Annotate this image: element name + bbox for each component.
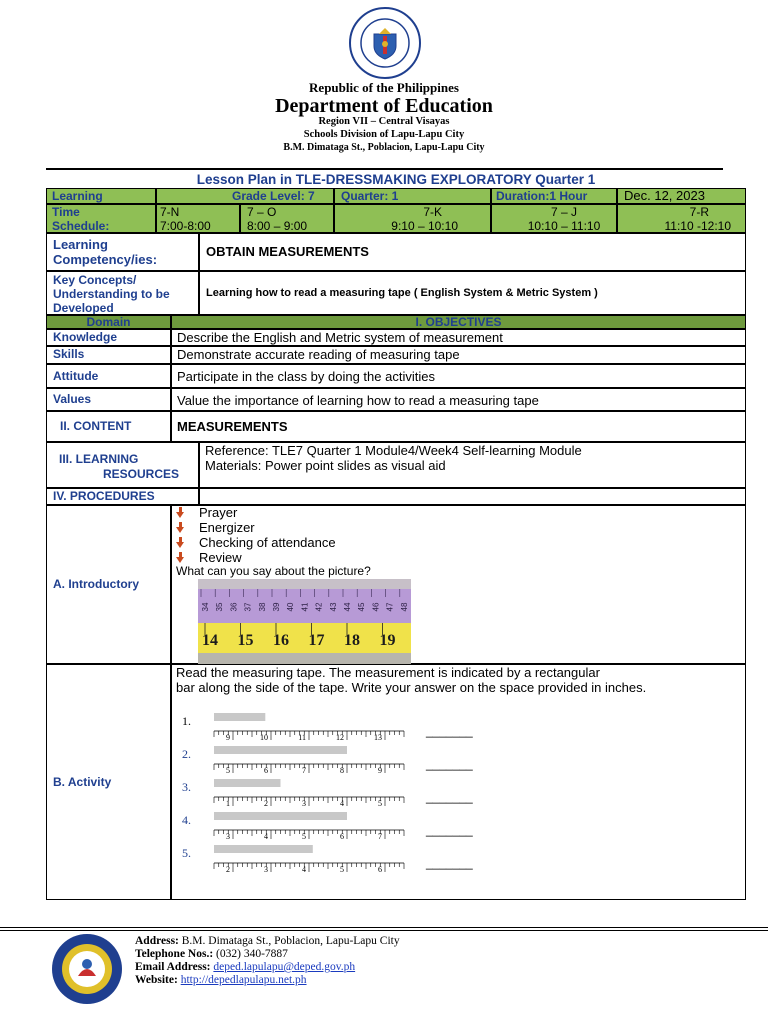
schedule-section: 7-N (160, 205, 180, 219)
tape-cm-label: 36 (229, 602, 239, 612)
tape-cm-label: 47 (385, 602, 395, 612)
tape-cm-label: 38 (257, 602, 267, 612)
region-heading: Region VII – Central Visayas (318, 116, 450, 127)
ruler-label: 5 (302, 832, 306, 841)
footer-divider (0, 927, 768, 928)
republic-heading: Republic of the Philippines (309, 80, 459, 95)
competency-value: OBTAIN MEASUREMENTS (199, 233, 746, 271)
objectives-header: I. OBJECTIVES (171, 315, 746, 329)
list-item: Prayer (176, 505, 336, 520)
key-concepts-label-cell (46, 271, 199, 315)
ruler-label: 9 (378, 766, 382, 775)
activity-instruction-1: Read the measuring tape. The measurement is indicated by a rectangular (176, 665, 600, 680)
schedule-label: Schedule: (52, 219, 110, 233)
tape-cm-label: 40 (286, 602, 296, 612)
activity-label: B. Activity (46, 664, 171, 900)
list-item: Review (176, 550, 336, 565)
competency-label-1: Learning (53, 237, 108, 252)
objective-text-attitude: Participate in the class by doing the activities (171, 364, 746, 388)
footer-telephone-line: Telephone Nos.: (032) 340-7887 (135, 948, 288, 960)
ruler-number: 4. (182, 813, 191, 827)
schedule-cell-5 (617, 204, 746, 233)
schedule-time: 8:00 – 9:00 (247, 219, 308, 233)
footer-email-line: Email Address: deped.lapulapu@deped.gov.ph (135, 961, 356, 973)
content-value: MEASUREMENTS (171, 411, 746, 442)
ruler-label: 5 (226, 766, 230, 775)
quarter-cell: Quarter: 1 (334, 188, 491, 204)
ruler-label: 3 (264, 865, 268, 874)
objective-text-skills: Demonstrate accurate reading of measuring tape (171, 346, 746, 364)
key-concepts-label-3: Developed (53, 301, 114, 315)
tape-cm-label: 34 (201, 602, 210, 612)
tape-cm-label: 41 (300, 602, 310, 612)
tape-inch-label: 18 (344, 632, 360, 649)
arrow-down-icon (176, 537, 185, 548)
activity-instructions (176, 665, 646, 695)
ruler-label: 8 (340, 766, 344, 775)
footer-address-line: Address: B.M. Dimataga St., Poblacion, Lapu-Lapu City (135, 935, 400, 947)
ruler-measure-bar (214, 812, 347, 820)
ruler-label: 4 (264, 832, 268, 841)
ruler-measure-bar (214, 746, 347, 754)
ruler-label: 13 (374, 733, 382, 742)
tape-cm-label: 43 (328, 602, 338, 612)
tape-cm-label: 44 (343, 602, 352, 612)
resources-reference: Reference: TLE7 Quarter 1 Module4/Week4 Self-learning Module (205, 443, 582, 458)
introductory-label: A. Introductory (46, 505, 171, 664)
ruler-label: 6 (378, 865, 382, 874)
ruler-label: 5 (340, 865, 344, 874)
ruler-label: 6 (264, 766, 268, 775)
resources-label-1: III. LEARNING (59, 452, 139, 466)
measuring-tape-photo (198, 579, 411, 664)
tape-cm-label: 39 (272, 602, 281, 612)
ruler-label: 1 (226, 799, 230, 808)
schedule-time: 11:10 -12:10 (664, 219, 731, 233)
schedule-section: 7 – J (550, 205, 577, 219)
grade-level-cell: Grade Level: 7 (156, 188, 334, 204)
introductory-bullet-list (176, 505, 336, 565)
schedule-cell-3 (334, 204, 491, 233)
procedures-label: IV. PROCEDURES (46, 488, 199, 505)
footer-divider-2 (0, 930, 768, 931)
tape-cm-label: 46 (371, 602, 381, 612)
deped-seal-logo (348, 6, 422, 80)
list-item: Energizer (176, 520, 336, 535)
footer-website-line: Website: http://depedlapulapu.net.ph (135, 974, 307, 986)
ruler-label: 4 (340, 799, 344, 808)
objective-text-values: Value the importance of learning how to read a measuring tape (171, 388, 746, 411)
schedule-cell-2 (240, 204, 334, 233)
division-heading: Schools Division of Lapu-Lapu City (303, 129, 465, 140)
ruler-measure-bar (214, 845, 313, 853)
tape-cm-label: 37 (243, 602, 253, 612)
ruler-label: 12 (336, 733, 344, 742)
tape-cm-label: 42 (314, 602, 324, 612)
department-heading: Department of Education (275, 95, 493, 117)
activity-instruction-2: bar along the side of the tape. Write your answer on the space provided in inches. (176, 680, 647, 695)
ruler-measure-bar (214, 713, 265, 721)
schedule-label-cell (46, 204, 156, 233)
ruler-measure-bar (214, 779, 281, 787)
ruler-label: 11 (298, 733, 306, 742)
tape-cm-label: 35 (215, 602, 225, 612)
ruler-label: 10 (260, 733, 268, 742)
ruler-label: 9 (226, 733, 230, 742)
key-concepts-label-2: Understanding to be (53, 287, 170, 301)
email-link[interactable]: deped.lapulapu@deped.gov.ph (213, 961, 356, 973)
tape-inch-label: 16 (273, 632, 289, 649)
tape-inch-label: 19 (379, 632, 396, 649)
division-seal-logo (50, 932, 124, 1006)
schedule-time: 9:10 – 10:10 (391, 219, 458, 233)
schedule-cell-1 (156, 204, 240, 233)
ruler-label: 3 (302, 799, 306, 808)
tape-inch-label: 17 (308, 632, 325, 649)
ruler-number: 2. (182, 747, 191, 761)
ruler-label: 2 (264, 799, 268, 808)
objective-domain-skills: Skills (46, 346, 171, 364)
answer-blank[interactable]: _______ (426, 856, 473, 870)
header-divider (46, 168, 723, 170)
key-concepts-label-1: Key Concepts/ (53, 273, 137, 287)
ruler-label: 4 (302, 865, 306, 874)
ruler-label: 5 (378, 799, 382, 808)
list-item: Checking of attendance (176, 535, 336, 550)
ruler-label: 7 (378, 832, 382, 841)
resources-value-cell (199, 442, 746, 488)
arrow-down-icon (176, 522, 185, 533)
arrow-down-icon (176, 552, 185, 563)
answer-blank[interactable]: _______ (426, 790, 473, 804)
resources-label-cell (46, 442, 199, 488)
schedule-section: 7 – O (247, 205, 277, 219)
ruler-number: 1. (182, 714, 191, 728)
answer-blank[interactable]: _______ (426, 724, 473, 738)
duration-cell: Duration:1 Hour (491, 188, 617, 204)
competency-label-2: Competency/ies: (53, 252, 158, 267)
tape-cm-label: 48 (399, 602, 409, 612)
website-link[interactable]: http://depedlapulapu.net.ph (180, 974, 307, 986)
objective-text-knowledge: Describe the English and Metric system of measurement (171, 329, 746, 346)
introductory-question: What can you say about the picture? (176, 564, 371, 578)
objective-domain-values: Values (46, 388, 171, 411)
header-address: B.M. Dimataga St., Poblacion, Lapu-Lapu City (283, 142, 485, 153)
ruler-label: 7 (302, 766, 306, 775)
tape-inch-label: 14 (202, 632, 218, 649)
procedures-spacer (199, 488, 746, 505)
schedule-section: 7-K (423, 205, 442, 219)
objective-domain-knowledge: Knowledge (46, 329, 171, 346)
ruler-label: 6 (340, 832, 344, 841)
answer-blank[interactable]: _______ (426, 823, 473, 837)
schedule-time: 10:10 – 11:10 (527, 219, 601, 233)
domain-header: Domain (46, 315, 171, 329)
ruler-label: 3 (226, 832, 230, 841)
content-label: II. CONTENT (46, 411, 171, 442)
time-label: Time (52, 205, 80, 219)
tape-cm-label: 45 (357, 602, 367, 612)
resources-materials: Materials: Power point slides as visual aid (205, 458, 446, 473)
answer-blank[interactable]: _______ (426, 757, 473, 771)
learning-area-cell: Learning (46, 188, 156, 204)
ruler-number: 3. (182, 780, 191, 794)
date-cell: Dec. 12, 2023 (617, 188, 746, 204)
ruler-label: 2 (226, 865, 230, 874)
key-concepts-value: Learning how to read a measuring tape ( English System & Metric System ) (199, 271, 746, 315)
schedule-section: 7-R (689, 205, 709, 219)
arrow-down-icon (176, 507, 185, 518)
tape-inch-label: 15 (237, 632, 254, 649)
schedule-cell-4 (491, 204, 617, 233)
lesson-plan-title: Lesson Plan in TLE-DRESSMAKING EXPLORATORY Quarter 1 (196, 172, 596, 187)
resources-label-2: RESOURCES (103, 467, 180, 481)
objective-domain-attitude: Attitude (46, 364, 171, 388)
competency-label-cell (46, 233, 199, 271)
activity-rulers (176, 705, 496, 895)
schedule-time: 7:00-8:00 (160, 219, 211, 233)
ruler-number: 5. (182, 846, 191, 860)
